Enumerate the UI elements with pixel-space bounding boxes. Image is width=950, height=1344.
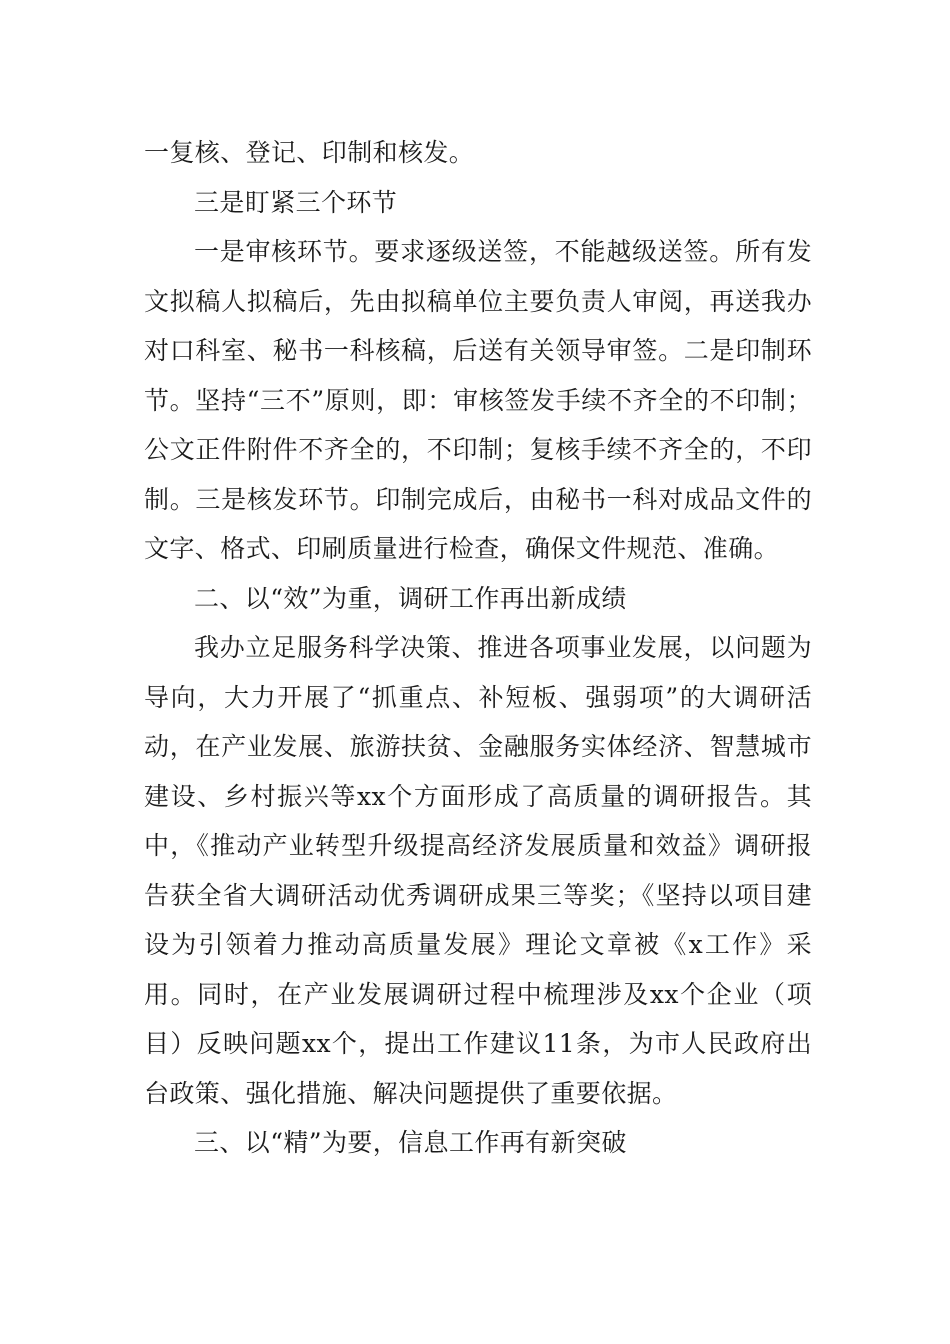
section-heading-information: 三、以“精”为要，信息工作再有新突破 bbox=[194, 1128, 627, 1157]
document-body bbox=[144, 128, 812, 1168]
section-heading-research: 二、以“效”为重，调研工作再出新成绩 bbox=[194, 583, 627, 613]
paragraph-research-detail: 我办立足服务科学决策、推进各项事业发展，以问题为导向，大力开展了“抓重点、补短板、强弱项”的大调研活动，在产业发展、旅游扶贫、金融服务实体经济、智慧城市建设、乡村振兴等xx个方面形成了高质量的调研报告。其中，《推动产业转型升级提高经济发展质量和效益》调研报告获全省大调研活动优秀调研成果三等奖；《坚持以项目建设为引领着力推动高质量发展》理论文章被《x工作》采用。同时，在产业发展调研过程中梳理涉及xx个企业（项目）反映问题xx个，提出工作建议11条，为市人民政府出台政策、强化措施、解决问题提供了重要依据。 bbox=[144, 633, 812, 1108]
subheading-three-links: 三是盯紧三个环节 bbox=[194, 187, 398, 217]
paragraph-three-links-detail: 一是审核环节。要求逐级送签，不能越级送签。所有发文拟稿人拟稿后，先由拟稿单位主要负责人审阅，再送我办对口科室、秘书一科核稿，后送有关领导审签。二是印制环节。坚持“三不”原则，即：审核签发手续不齐全的不印制；公文正件附件不齐全的，不印制；复核手续不齐全的，不印制。三是核发环节。印制完成后，由秘书一科对成品文件的文字、格式、印刷质量进行检查，确保文件规范、准确。 bbox=[144, 237, 812, 563]
paragraph-continuation: 一复核、登记、印制和核发。 bbox=[144, 138, 475, 167]
